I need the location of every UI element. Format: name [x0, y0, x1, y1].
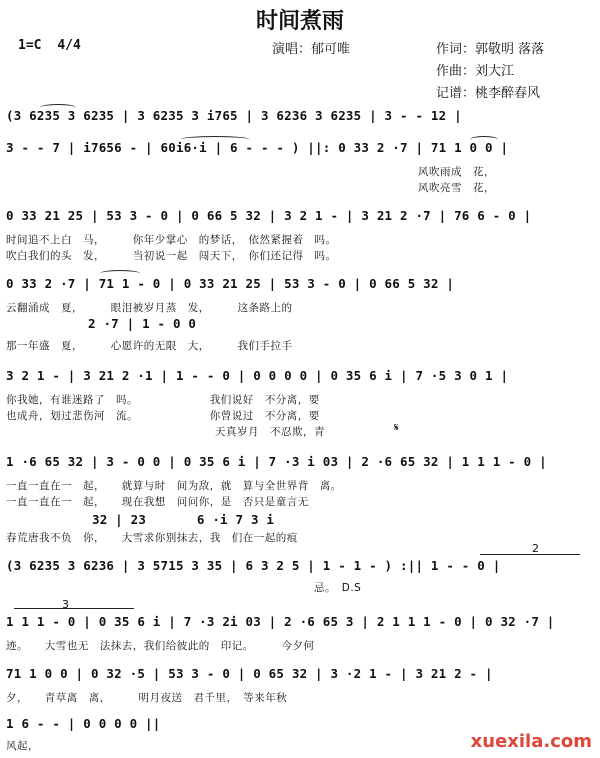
volta-2-label: 2: [532, 542, 539, 555]
notation-row-10: 1 6 - - | 0 0 0 0 ||: [6, 716, 161, 731]
volta-bracket: [480, 554, 580, 561]
lyric-line: 迹。 大雪也无 法抹去，我们给彼此的 印记。 今夕何: [6, 640, 315, 652]
lyric-line: 一直一直在一 起， 就算与时 间为敌，就 算与全世界背 离。: [6, 480, 342, 492]
lyric-line: 时间追不上白 马， 你年少掌心 的梦话， 依然紧握着 吗。: [6, 234, 337, 246]
lyric-line: 春荒唐我不负 你， 大雪求你别抹去，我 们在一起的痕: [6, 532, 298, 544]
notation-row-6: 1 ·6 65 32 | 3 - 0 0 | 0 35 6 i | 7 ·3 i 03 | 2 ·6 65 32 | 1 1 1 - 0 |: [6, 454, 547, 469]
notation-variant: 32 | 23 6 ·i 7 3 i: [92, 512, 275, 527]
key-signature: [18, 38, 81, 53]
lyric-line: 一直一直在一 起， 现在我想 问问你，是 否只是童言无: [6, 496, 309, 508]
time-signature: 4/4: [57, 38, 81, 53]
volta-bracket: [14, 608, 134, 615]
lyric-line: 风起，: [6, 740, 39, 752]
lyric-line: 云翻涌成 夏， 眼泪被岁月蒸 发， 这条路上的: [6, 302, 293, 314]
lyric-line: 忌。 D.S: [6, 582, 362, 594]
lyric-line: 风吹雨成 花，: [418, 166, 495, 178]
slur-arc: [100, 270, 140, 277]
slur-arc: [180, 136, 250, 143]
notation-row-3: 0 33 21 25 | 53 3 - 0 | 0 66 5 32 | 3 2 1 - | 3 21 2 ·7 | 76 6 - 0 |: [6, 208, 532, 223]
notation-row-5: 3 2 1 - | 3 21 2 ·1 | 1 - - 0 | 0 0 0 0 | 0 35 6 i | 7 ·5 3 0 1 |: [6, 368, 509, 383]
lyric-line: 天真岁月 不忍欺，青: [6, 426, 325, 438]
song-title: 时间煮雨: [255, 8, 344, 34]
lyric-line: 那一年盛 夏， 心愿许的无限 大， 我们手拉手: [6, 340, 293, 352]
lyric-line: 吹白我们的头 发， 当初说一起 闯天下， 你们还记得 吗。: [6, 250, 337, 262]
notation-row-8: 1 1 1 - 0 | 0 35 6 i | 7 ·3 2i 03 | 2 ·6 65 3 | 2 1 1 1 - 0 | 0 32 ·7 |: [6, 614, 555, 629]
notation-row-2: 3 - - 7 | i7656 - | 60i6·i | 6 - - - ) ||: 0 33 2 ·7 | 71 1 0 0 |: [6, 140, 509, 155]
lyric-line: 风吹亮雪 花，: [418, 182, 495, 194]
segno-mark: 𝄋: [394, 421, 399, 434]
lyricist-credit: 作词：郭敬明 落落: [436, 42, 545, 57]
transcriber-credit: 记谱：桃李醉春风: [436, 86, 541, 101]
lyric-line: 你我她，有谁迷路了 吗。 我们说好 不分离，要: [6, 394, 320, 406]
notation-row-1: (3 6235 3 6235 | 3 6235 3 i765 | 3 6236 3 6235 | 3 - - 12 |: [6, 108, 462, 123]
notation-row-4: 0 33 2 ·7 | 71 1 - 0 | 0 33 21 25 | 53 3 - 0 | 0 66 5 32 |: [6, 276, 455, 291]
site-watermark: xuexila.com: [470, 731, 592, 752]
notation-variant: 2 ·7 | 1 - 0 0: [88, 316, 197, 331]
notation-row-9: 71 1 0 0 | 0 32 ·5 | 53 3 - 0 | 0 65 32 | 3 ·2 1 - | 3 21 2 - |: [6, 666, 493, 681]
composer-credit: 作曲：刘大江: [436, 64, 515, 79]
volta-3-label: 3: [62, 598, 69, 611]
key-label: 1=C: [18, 38, 42, 53]
lyric-line: 夕， 青草离 离， 明月夜送 君千里， 等来年秋: [6, 692, 288, 704]
slur-arc: [470, 136, 498, 143]
notation-row-7: (3 6235 3 6236 | 3 5715 3 35 | 6 3 2 5 | 1 - 1 - ) :|| 1 - - 0 |: [6, 558, 501, 573]
slur-arc: [40, 104, 76, 111]
lyric-line: 也成舟，划过悲伤河 流。 你曾说过 不分离，要: [6, 410, 320, 422]
singer-credit: 演唱：郁可唯: [272, 42, 351, 57]
